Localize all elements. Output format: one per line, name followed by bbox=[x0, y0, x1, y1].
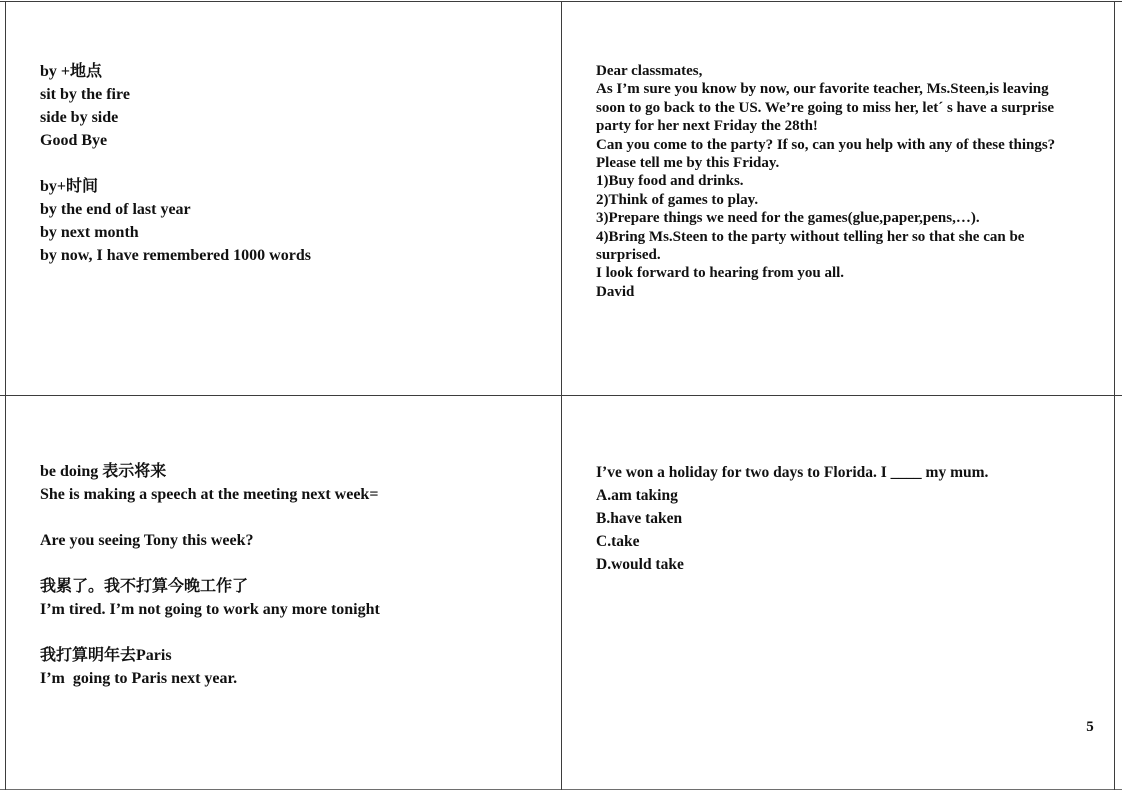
text-line: B.have taken bbox=[596, 510, 683, 527]
page-number: 5 bbox=[1086, 719, 1094, 735]
text-line: She is making a speech at the meeting next week= bbox=[40, 486, 379, 503]
text-line: 4)Bring Ms.Steen to the party without telling her so that she can be bbox=[596, 228, 1025, 245]
text-line: 我打算明年去Paris bbox=[40, 647, 172, 664]
text-line: 2)Think of games to play. bbox=[596, 191, 759, 208]
notes-be-doing-future bbox=[40, 460, 380, 690]
text-line: I look forward to hearing from you all. bbox=[596, 265, 845, 282]
text-line: by+时间 bbox=[40, 178, 99, 195]
invitation-letter bbox=[596, 62, 1055, 301]
text-line: surprised. bbox=[596, 247, 661, 264]
text-line: party for her next Friday the 28th! bbox=[596, 118, 818, 135]
text-line: C.take bbox=[596, 533, 640, 550]
text-line: 1)Buy food and drinks. bbox=[596, 173, 744, 190]
multiple-choice-question bbox=[596, 461, 988, 576]
text-line bbox=[40, 621, 380, 644]
text-line: side by side bbox=[40, 109, 119, 126]
text-line: 3)Prepare things we need for the games(glue,paper,pens,…). bbox=[596, 210, 980, 227]
text-line: Are you seeing Tony this week? bbox=[40, 532, 254, 549]
text-line: soon to go back to the US. We’re going to miss her, let´ s have a surprise bbox=[596, 99, 1055, 116]
border-right-line bbox=[1114, 1, 1115, 790]
text-line bbox=[40, 506, 380, 529]
text-line: I’m tired. I’m not going to work any more tonight bbox=[40, 601, 380, 618]
text-line: Good Bye bbox=[40, 132, 108, 149]
text-line: Please tell me by this Friday. bbox=[596, 155, 780, 172]
text-line: A.am taking bbox=[596, 487, 678, 504]
text-line: I’m going to Paris next year. bbox=[40, 670, 238, 687]
text-line: David bbox=[596, 283, 635, 300]
text-line: As I’m sure you know by now, our favorite teacher, Ms.Steen,is leaving bbox=[596, 81, 1049, 98]
notes-by-place-time bbox=[40, 60, 311, 267]
text-line: Can you come to the party? If so, can you help with any of these things? bbox=[596, 136, 1056, 153]
text-line: Dear classmates, bbox=[596, 63, 703, 79]
text-line: I’ve won a holiday for two days to Florida. I ____ my mum. bbox=[596, 464, 989, 481]
text-line: by +地点 bbox=[40, 63, 103, 80]
text-line: by next month bbox=[40, 224, 139, 241]
text-line: be doing 表示将来 bbox=[40, 463, 167, 480]
grid-vertical-divider bbox=[561, 1, 562, 790]
text-line: 我累了。我不打算今晚工作了 bbox=[40, 578, 249, 595]
border-left-line bbox=[5, 1, 6, 790]
text-line: by now, I have remembered 1000 words bbox=[40, 247, 311, 264]
text-line: sit by the fire bbox=[40, 86, 130, 103]
text-line bbox=[40, 552, 380, 575]
text-line: D.would take bbox=[596, 556, 684, 573]
text-line bbox=[40, 152, 311, 175]
text-line: by the end of last year bbox=[40, 201, 191, 218]
